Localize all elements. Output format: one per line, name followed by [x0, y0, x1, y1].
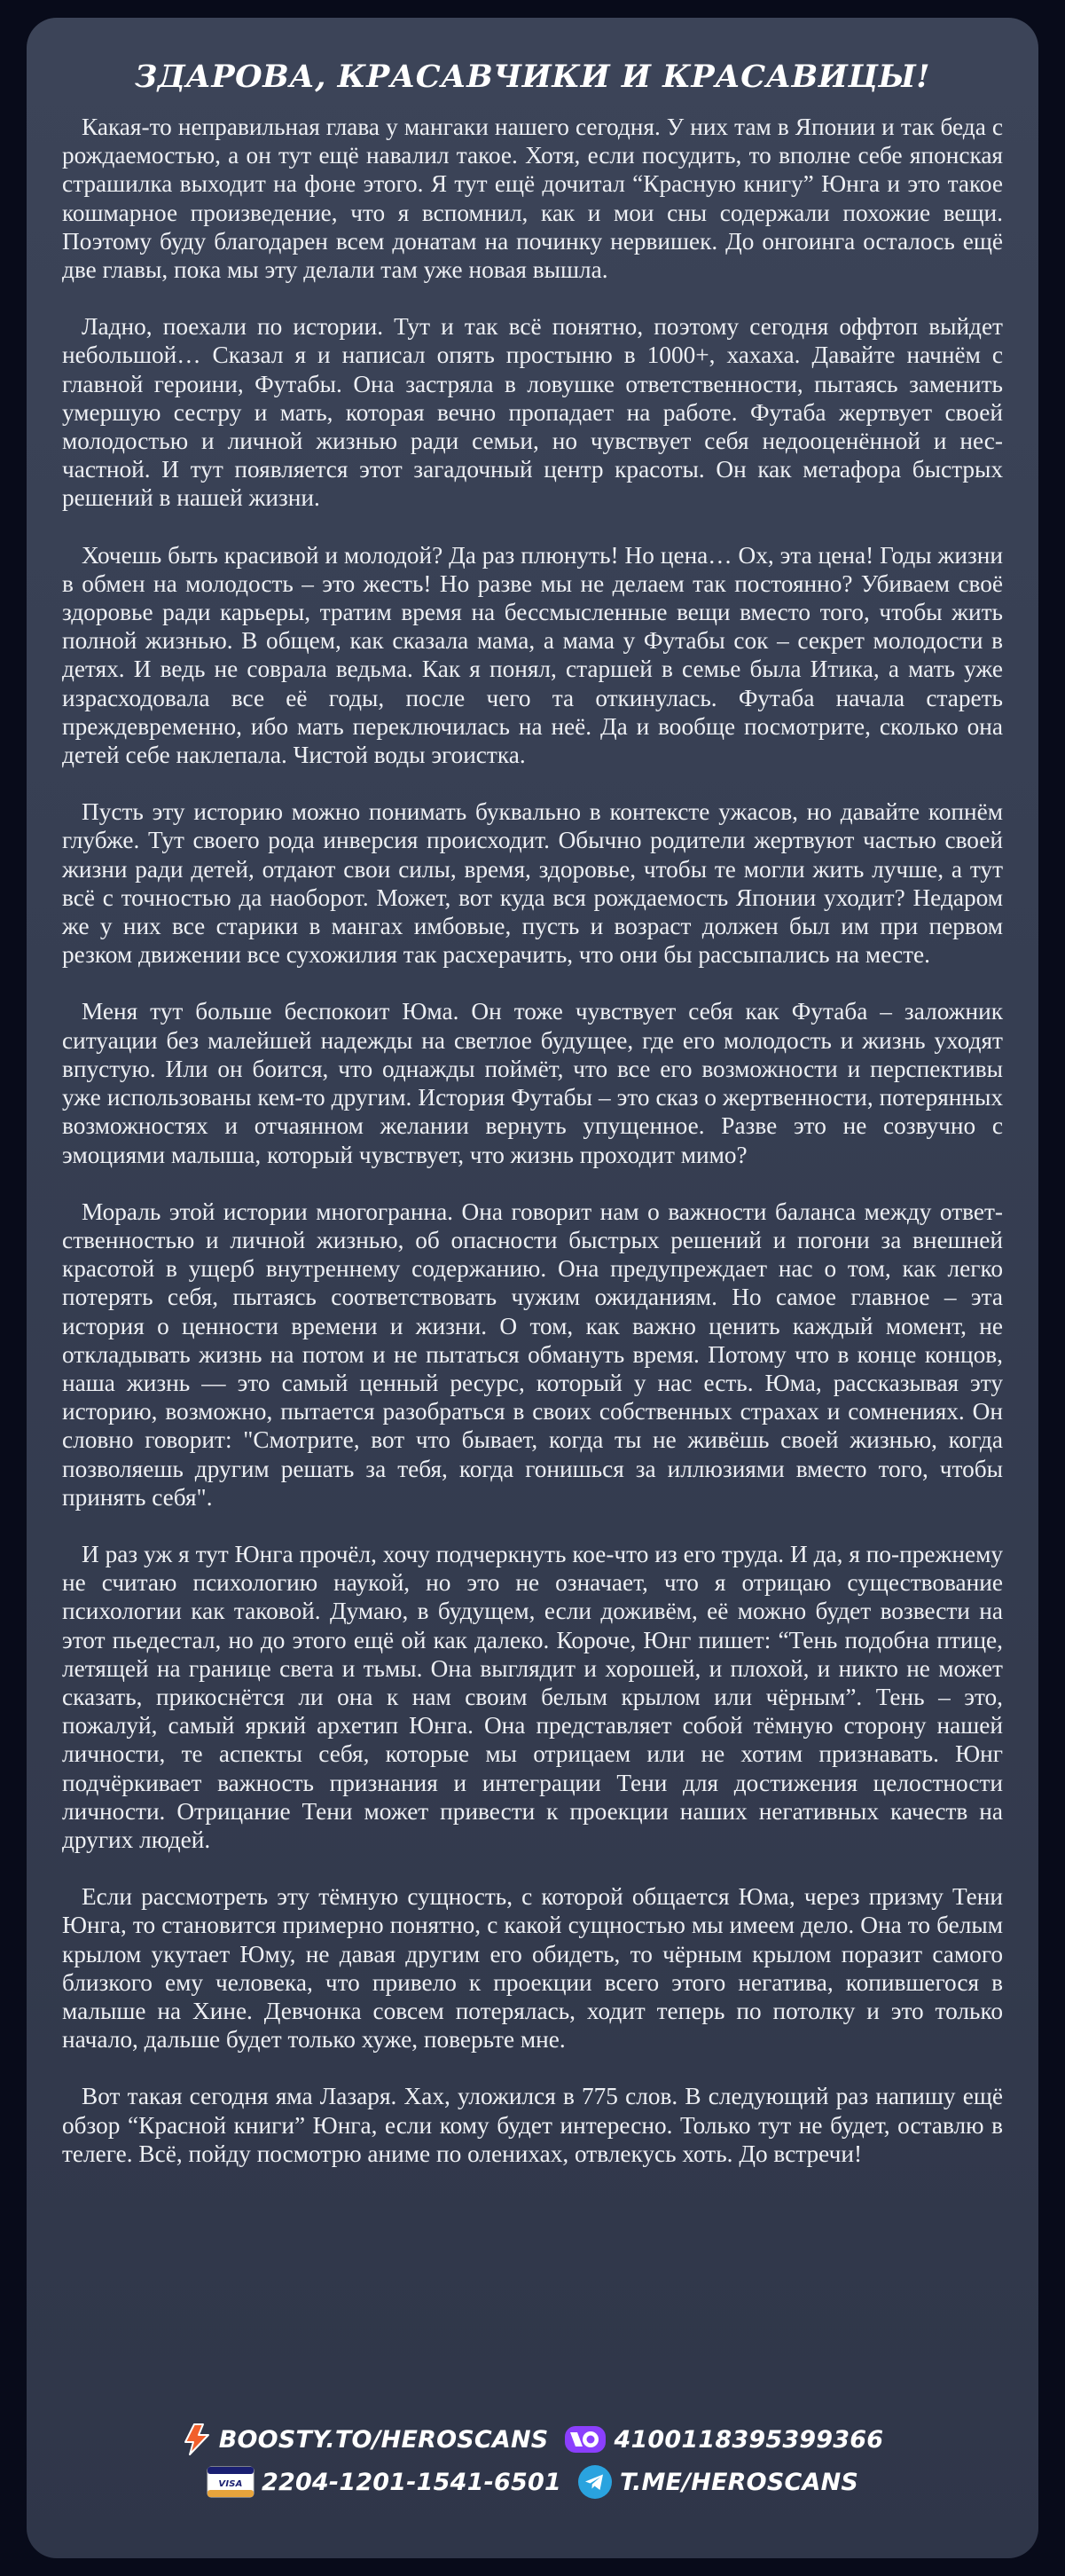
paragraph: Какая-то неправильная глава у мангаки нашего сегодня. У них там в Японии и так беда с рождаемостью, а он тут ещё навалил такое. Хотя, если посудить, то вполне себе японская страшилка выходит на фоне этого. Я тут ещё дочитал “Красную книгу” Юнга и это такое кошмарное произведение, что я вспомнил, как и мои сны содержали похожие вещи. Поэтому буду благодарен всем донатам на починку нервишек. До онгоинга осталось ещё две главы, пока мы эту делали там уже новая вышла. [62, 114, 1003, 284]
card-number [207, 2466, 561, 2498]
telegram-link[interactable] [577, 2464, 858, 2500]
paragraph: Вот такая сегодня яма Лазаря. Хах, уложился в 775 слов. В следующий раз напишу ещё обзор “Красной книги” Юнга, если кому будет интересно. Только тут не будет, оставлю в телеге. Всё, пойду посмотрю аниме по оленихах, отвлекусь хоть. До встречи! [62, 2083, 1003, 2167]
article-body [62, 113, 1003, 2168]
contacts-row-1 [0, 2418, 1065, 2461]
paragraph: Меня тут больше беспокоит Юма. Он тоже чувствует себя как Футаба – заложник ситуации без малейшей надежды на светлое будущее, где его молодость и жизнь уходят впустую. Или он боится, что однажды поймёт, что все его возможности и перспективы уже использованы кем-то другим. История Футабы – это сказ о жертвенности, потерянных возможностях и отчаянном желании вернуть упущенное. Разве это не созвучно с эмоциями малыша, который чувствует, что жизнь проходит мимо? [62, 998, 1003, 1168]
boosty-link[interactable] [182, 2423, 549, 2456]
boosty-text: BOOSTY.TO/HEROSCANS [218, 2425, 549, 2454]
page-title: ЗДАРОВА, КРАСАВЧИКИ И КРАСАВИЦЫ! [134, 59, 931, 95]
paragraph: Мораль этой истории многогранна. Она говорит нам о важности баланса между ответственностью и личной жизнью, об опасности быстрых решений и погони за внешней красотой в ущерб внутреннему содержанию. Она предупреждает нас о том, как легко потерять себя, пытаясь соответствовать чужим ожиданиям. Но самое главное – эта история о ценности времени и жизни. О том, как важно ценить каждый момент, не откладывать жизнь на потом и не пытаться обмануть время. Потому что в конце концов, наша жизнь — это самый ценный ресурс, который у нас есть. Юма, рассказывая эту историю, возможно, пытается разобраться в своих собственных страхах и сомнениях. Он словно говорит: "Смотрите, вот что бывает, когда ты не живёшь своей жизнью, когда позволяешь другим решать за тебя, когда гонишься за иллюзиями вместо того, чтобы принять себя". [62, 1198, 1003, 1511]
paragraph: Пусть эту историю можно понимать буквально в контексте ужасов, но давайте копнём глубже. Тут своего рода инверсия происходит. Обычно родители жертвуют частью своей жизни ради детей, отдают свои силы, время, здоровье, чтобы те могли жить лучше, а тут всё с точностью да наоборот. Может, вот куда вся рождаемость Японии уходит? Недаром же у них все старики в мангах имбовые, пусть и возраст должен был им при первом резком движении все сухожилия так расхерачить, что они бы рассыпались на месте. [62, 798, 1003, 969]
yoomoney-text: 4100118395399366 [614, 2425, 884, 2454]
contacts-footer [0, 2418, 1065, 2503]
contacts-row-2 [0, 2461, 1065, 2503]
visa-card-icon [207, 2466, 255, 2498]
telegram-text: T.ME/HEROSCANS [619, 2468, 859, 2496]
boosty-icon [182, 2423, 212, 2456]
card-number-text: 2204-1201-1541-6501 [261, 2468, 561, 2496]
paragraph: Хочешь быть красивой и молодой? Да раз плюнуть! Но цена… Ох, эта цена! Годы жизни в обмен на молодость – это жесть! Но разве мы не делаем так постоянно? Убиваем своё здоровье ради карьеры, тратим время на бессмысленные вещи вместо того, чтобы жить полной жизнью. В общем, как сказала мама, а мама у Футабы сок – секрет молодости в детях. И ведь не соврала ведьма. Как я понял, старшей в семье была Итика, а мать уже израсходовала все её годы, после чего та откинулась. Футаба начала стареть преждевременно, ибо мать переключилась на неё. Да и вообще посмотрите, сколько она детей себе наклепала. Чистой воды эгоистка. [62, 541, 1003, 769]
telegram-icon [577, 2464, 613, 2500]
visa-badge-text: VISA [218, 2479, 243, 2489]
content-card [27, 18, 1038, 2558]
paragraph: И раз уж я тут Юнга прочёл, хочу подчеркнуть кое-что из его труда. И да, я по-прежнему не считаю психологию наукой, но это не означает, что я отрицаю существование психологии как таковой. Думаю, в будущем, если доживём, её можно будет возвести на этот пьедестал, но до этого ещё ой как далеко. Короче, Юнг пишет: “Тень подобна птице, летящей на границе света и тьмы. Она выглядит и хорошей, и плохой, и никто не может сказать, прикоснётся ли она к нам своим белым крылом или чёрным”. Тень – это, пожалуй, самый яркий архетип Юнга. Она представляет собой тёмную сторону нашей личности, те аспекты себя, которые мы отрицаем или не хотим признавать. Юнг подчёркивает важность признания и интеграции Тени для достижения целостности личности. Отрицание Тени может привести к проекции наших негативных качеств на других людей. [62, 1540, 1003, 1853]
paragraph: Ладно, поехали по истории. Тут и так всё понятно, поэтому сегодня оффтоп выйдет небольшой… Сказал я и написал опять простыню в 1000+, хахаха. Давайте начнём с главной героини, Футабы. Она застряла в ловушке ответственности, пытаясь заменить умершую сестру и мать, которая вечно пропадает на работе. Футаба жертвует своей молодостью и личной жизнью ради семьи, но чувствует себя недооценённой и несчастной. И тут появляется этот загадочный центр красоты. Он как метафора быстрых решений в нашей жизни. [62, 313, 1003, 512]
yoomoney-link[interactable] [564, 2425, 883, 2454]
yoomoney-icon [564, 2425, 607, 2454]
paragraph: Если рассмотреть эту тёмную сущность, с которой общается Юма, через призму Тени Юнга, то становится примерно понятно, с какой сущностью мы имеем дело. Она то белым крылом укутает Юму, не давая другим его обидеть, то чёрным крылом поразит самого близкого ему человека, что привело к проекции всего этого негатива, копившегося в малыше на Хине. Девчонка совсем потерялась, ходит теперь по потолку и это только начало, дальше будет только хуже, поверьте мне. [62, 1883, 1003, 2054]
